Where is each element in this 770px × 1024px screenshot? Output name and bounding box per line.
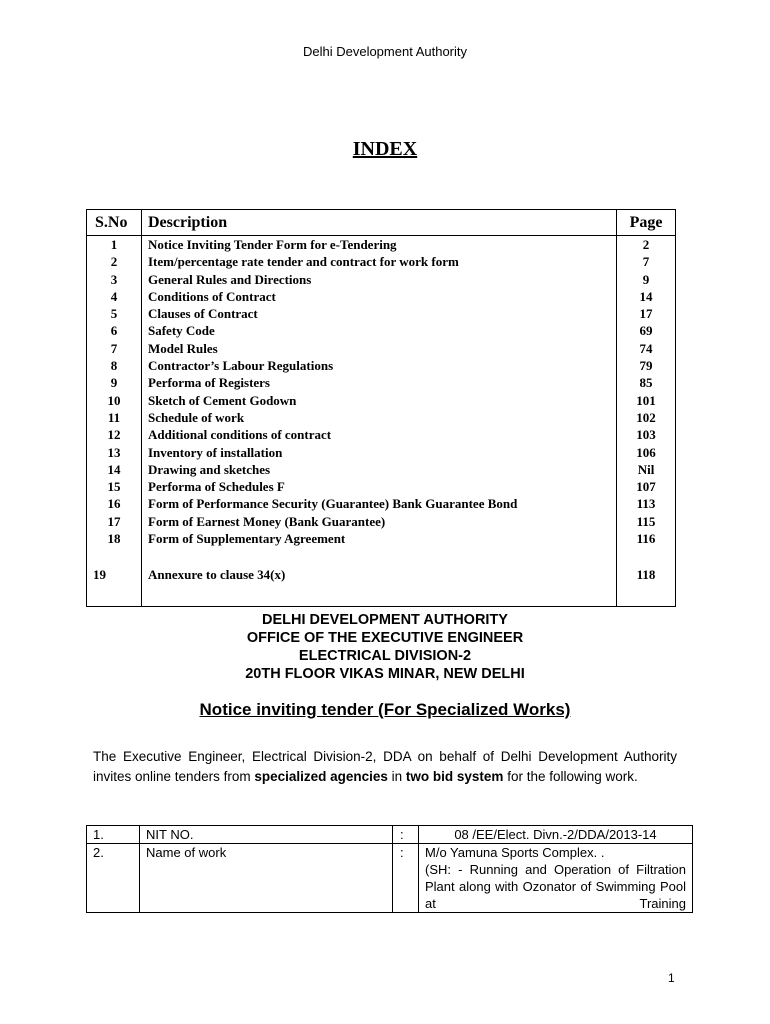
index-row: [87, 392, 676, 409]
index-row-description: Notice Inviting Tender Form for e-Tendering: [142, 236, 617, 254]
notice-title: Notice inviting tender (For Specialized Works): [199, 700, 571, 719]
index-row-page: 14: [617, 288, 676, 305]
index-row-sno: 18: [87, 530, 142, 564]
name-of-work-line-1: M/o Yamuna Sports Complex. .: [425, 845, 605, 860]
notice-text-3: for the following work.: [503, 769, 638, 784]
index-row-page: 103: [617, 426, 676, 443]
index-row-description: Performa of Registers: [142, 374, 617, 391]
authority-line-2: OFFICE OF THE EXECUTIVE ENGINEER: [246, 630, 524, 646]
index-title: INDEX: [352, 138, 418, 160]
index-row: [87, 495, 676, 512]
index-row-sno: 15: [87, 478, 142, 495]
nit-row: [87, 844, 693, 913]
index-row-page: 102: [617, 409, 676, 426]
notice-bold-specialized-agencies: specialized agencies: [254, 769, 388, 784]
notice-text-2: in: [387, 769, 406, 784]
nit-row-colon: :: [393, 844, 419, 913]
index-row-description: Annexure to clause 34(x): [142, 564, 617, 607]
index-row: [87, 340, 676, 357]
index-header-row: [87, 210, 676, 236]
index-row-page: 115: [617, 513, 676, 530]
index-row-page: 113: [617, 495, 676, 512]
index-row: [87, 478, 676, 495]
index-row-page: 85: [617, 374, 676, 391]
index-row-page: 106: [617, 444, 676, 461]
index-row: [87, 374, 676, 391]
index-row: [87, 288, 676, 305]
index-row-description: Drawing and sketches: [142, 461, 617, 478]
index-row-sno: 16: [87, 495, 142, 512]
index-row-page: 79: [617, 357, 676, 374]
index-row: [87, 513, 676, 530]
index-row-page: 69: [617, 322, 676, 339]
index-row-page: 118: [617, 564, 676, 607]
nit-details-table: [86, 825, 693, 913]
authority-line-4: 20TH FLOOR VIKAS MINAR, NEW DELHI: [245, 666, 525, 682]
index-row-page: 101: [617, 392, 676, 409]
index-row-sno: 4: [87, 288, 142, 305]
index-row-description: Sketch of Cement Godown: [142, 392, 617, 409]
index-row: [87, 409, 676, 426]
nit-row-label: NIT NO.: [140, 826, 393, 844]
index-row-description: General Rules and Directions: [142, 271, 617, 288]
index-row-sno: 2: [87, 253, 142, 270]
name-of-work-value: [419, 844, 693, 913]
index-row-page: 107: [617, 478, 676, 495]
index-row-description: Form of Earnest Money (Bank Guarantee): [142, 513, 617, 530]
index-row-sno: 10: [87, 392, 142, 409]
index-row-sno: 1: [87, 236, 142, 254]
index-row-description: Clauses of Contract: [142, 305, 617, 322]
index-row: [87, 357, 676, 374]
nit-row-label: Name of work: [140, 844, 393, 913]
notice-bold-two-bid-system: two bid system: [405, 769, 504, 784]
index-row-description: Safety Code: [142, 322, 617, 339]
index-row: [87, 253, 676, 270]
index-row-page: Nil: [617, 461, 676, 478]
index-row-sno: 17: [87, 513, 142, 530]
index-row-sno: 13: [87, 444, 142, 461]
index-row-sno: 3: [87, 271, 142, 288]
index-row: [87, 564, 676, 607]
index-row: [87, 426, 676, 443]
column-header-page: Page: [617, 210, 676, 236]
authority-line-3: ELECTRICAL DIVISION-2: [298, 648, 472, 664]
index-row-sno: 6: [87, 322, 142, 339]
index-row: [87, 305, 676, 322]
index-row-sno: 5: [87, 305, 142, 322]
notice-text-1: The Executive Engineer, Electrical Division-2, DDA on behalf of Delhi Development Authority invites online tenders from: [93, 749, 677, 784]
nit-row-number: 2.: [87, 844, 140, 913]
authority-line-1: DELHI DEVELOPMENT AUTHORITY: [262, 612, 508, 628]
index-row-description: Model Rules: [142, 340, 617, 357]
index-row: [87, 271, 676, 288]
index-row-sno: 11: [87, 409, 142, 426]
page-header-organization: Delhi Development Authority: [302, 44, 468, 59]
index-row-page: 9: [617, 271, 676, 288]
index-row-page: 7: [617, 253, 676, 270]
index-row-page: 2: [617, 236, 676, 254]
index-row-sno: 9: [87, 374, 142, 391]
index-row-page: 74: [617, 340, 676, 357]
index-row-description: Inventory of installation: [142, 444, 617, 461]
index-row-sno: 19: [87, 564, 142, 607]
index-row: [87, 530, 676, 564]
index-row: [87, 444, 676, 461]
name-of-work-description: (SH: - Running and Operation of Filtration Plant along with Ozonator of Swimming Pool at Training: [425, 862, 686, 911]
index-row-description: Schedule of work: [142, 409, 617, 426]
index-row-description: Item/percentage rate tender and contract for work form: [142, 253, 617, 270]
index-row: [87, 461, 676, 478]
index-table: [86, 209, 676, 607]
index-row-description: Performa of Schedules F: [142, 478, 617, 495]
nit-row-number: 1.: [87, 826, 140, 844]
notice-paragraph: [93, 747, 677, 787]
index-table-body: [87, 236, 676, 607]
nit-row-colon: :: [393, 826, 419, 844]
index-row-description: Form of Performance Security (Guarantee) Bank Guarantee Bond: [142, 495, 617, 512]
index-row-description: Conditions of Contract: [142, 288, 617, 305]
page-number: 1: [668, 971, 675, 985]
index-row-description: Contractor’s Labour Regulations: [142, 357, 617, 374]
index-row-sno: 14: [87, 461, 142, 478]
index-row-page: 116: [617, 530, 676, 564]
index-row-page: 17: [617, 305, 676, 322]
column-header-sno: S.No: [87, 210, 142, 236]
index-row: [87, 236, 676, 254]
column-header-description: Description: [142, 210, 617, 236]
index-row-sno: 7: [87, 340, 142, 357]
index-row-description: Form of Supplementary Agreement: [142, 530, 617, 564]
index-row: [87, 322, 676, 339]
nit-row: [87, 826, 693, 844]
nit-number-value: 08 /EE/Elect. Divn.-2/DDA/2013-14: [419, 826, 693, 844]
authority-address-block: [0, 611, 770, 683]
index-row-description: Additional conditions of contract: [142, 426, 617, 443]
index-row-sno: 12: [87, 426, 142, 443]
index-row-sno: 8: [87, 357, 142, 374]
